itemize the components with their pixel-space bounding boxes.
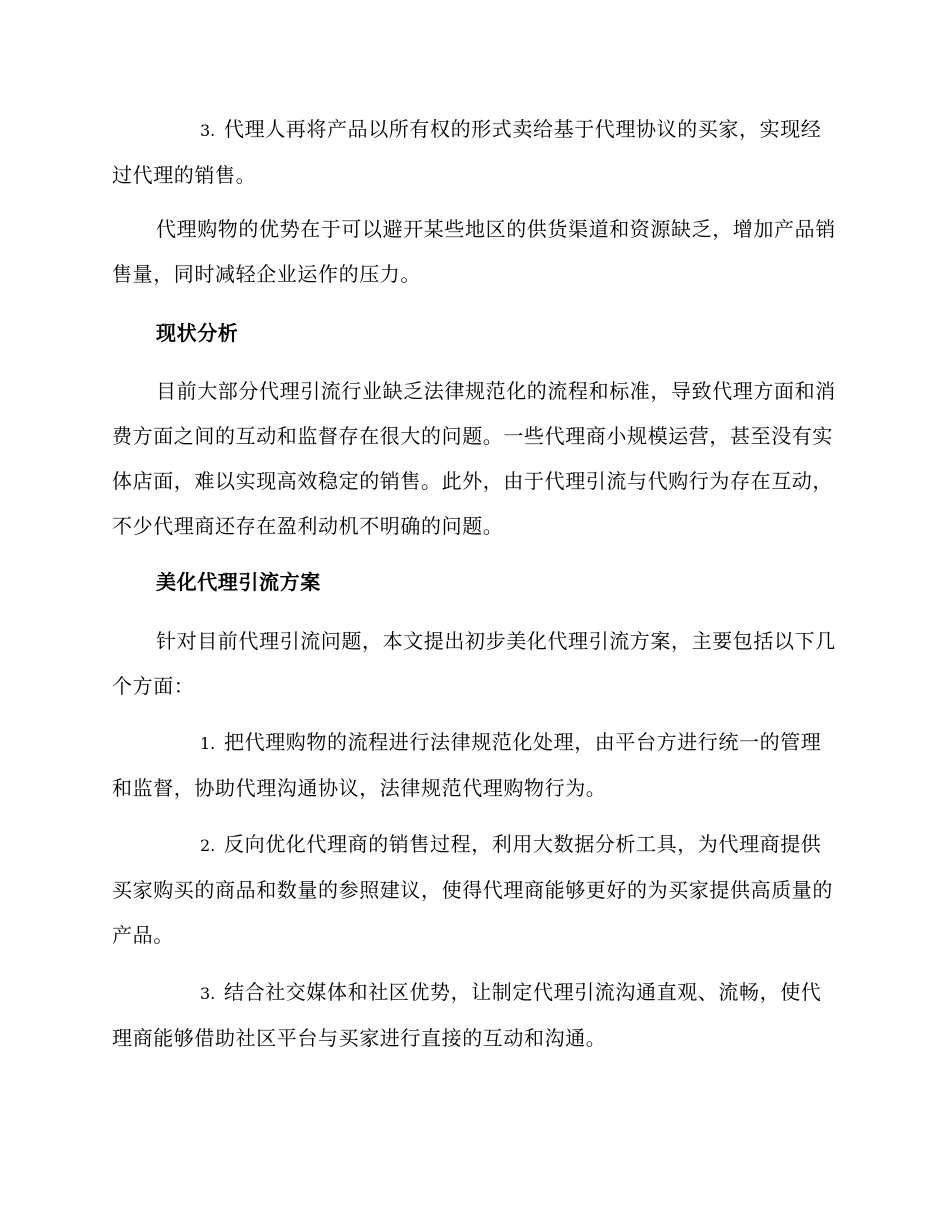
list-text: 代理人再将产品以所有权的形式卖给基于代理协议的买家，实现经过代理的销售。 <box>112 117 822 187</box>
list-item <box>112 107 840 198</box>
list-item <box>112 822 840 958</box>
paragraph: 目前大部分代理引流行业缺乏法律规范化的流程和标准，导致代理方面和消费方面之间的互动和监督存在很大的问题。一些代理商小规模运营，甚至没有实体店面，难以实现高效稳定的销售。此外，由于代理引流与代购行为存在互动，不少代理商还存在盈利动机不明确的问题。 <box>112 379 836 538</box>
section-heading: 美化代理引流方案 <box>156 570 321 594</box>
paragraph: 针对目前代理引流问题，本文提出初步美化代理引流方案，主要包括以下几个方面： <box>112 629 836 698</box>
list-number: 3. <box>200 984 216 1003</box>
paragraph: 代理购物的优势在于可以避开某些地区的供货渠道和资源缺乏，增加产品销售量，同时减轻企业运作的压力。 <box>112 217 836 286</box>
list-text: 结合社交媒体和社区优势，让制定代理引流沟通直观、流畅，使代理商能够借助社区平台与买家进行直接的互动和沟通。 <box>112 980 822 1050</box>
list-text: 反向优化代理商的销售过程，利用大数据分析工具，为代理商提供买家购买的商品和数量的参照建议，使得代理商能够更好的为买家提供高质量的产品。 <box>112 832 833 947</box>
section-heading: 现状分析 <box>156 321 239 345</box>
list-item <box>112 720 840 811</box>
list-number: 2. <box>200 836 216 855</box>
list-number: 3. <box>200 121 216 140</box>
list-item <box>112 970 840 1061</box>
list-text: 把代理购物的流程进行法律规范化处理，由平台方进行统一的管理和监督，协助代理沟通协议，法律规范代理购物行为。 <box>112 730 822 800</box>
list-number: 1. <box>200 734 216 753</box>
